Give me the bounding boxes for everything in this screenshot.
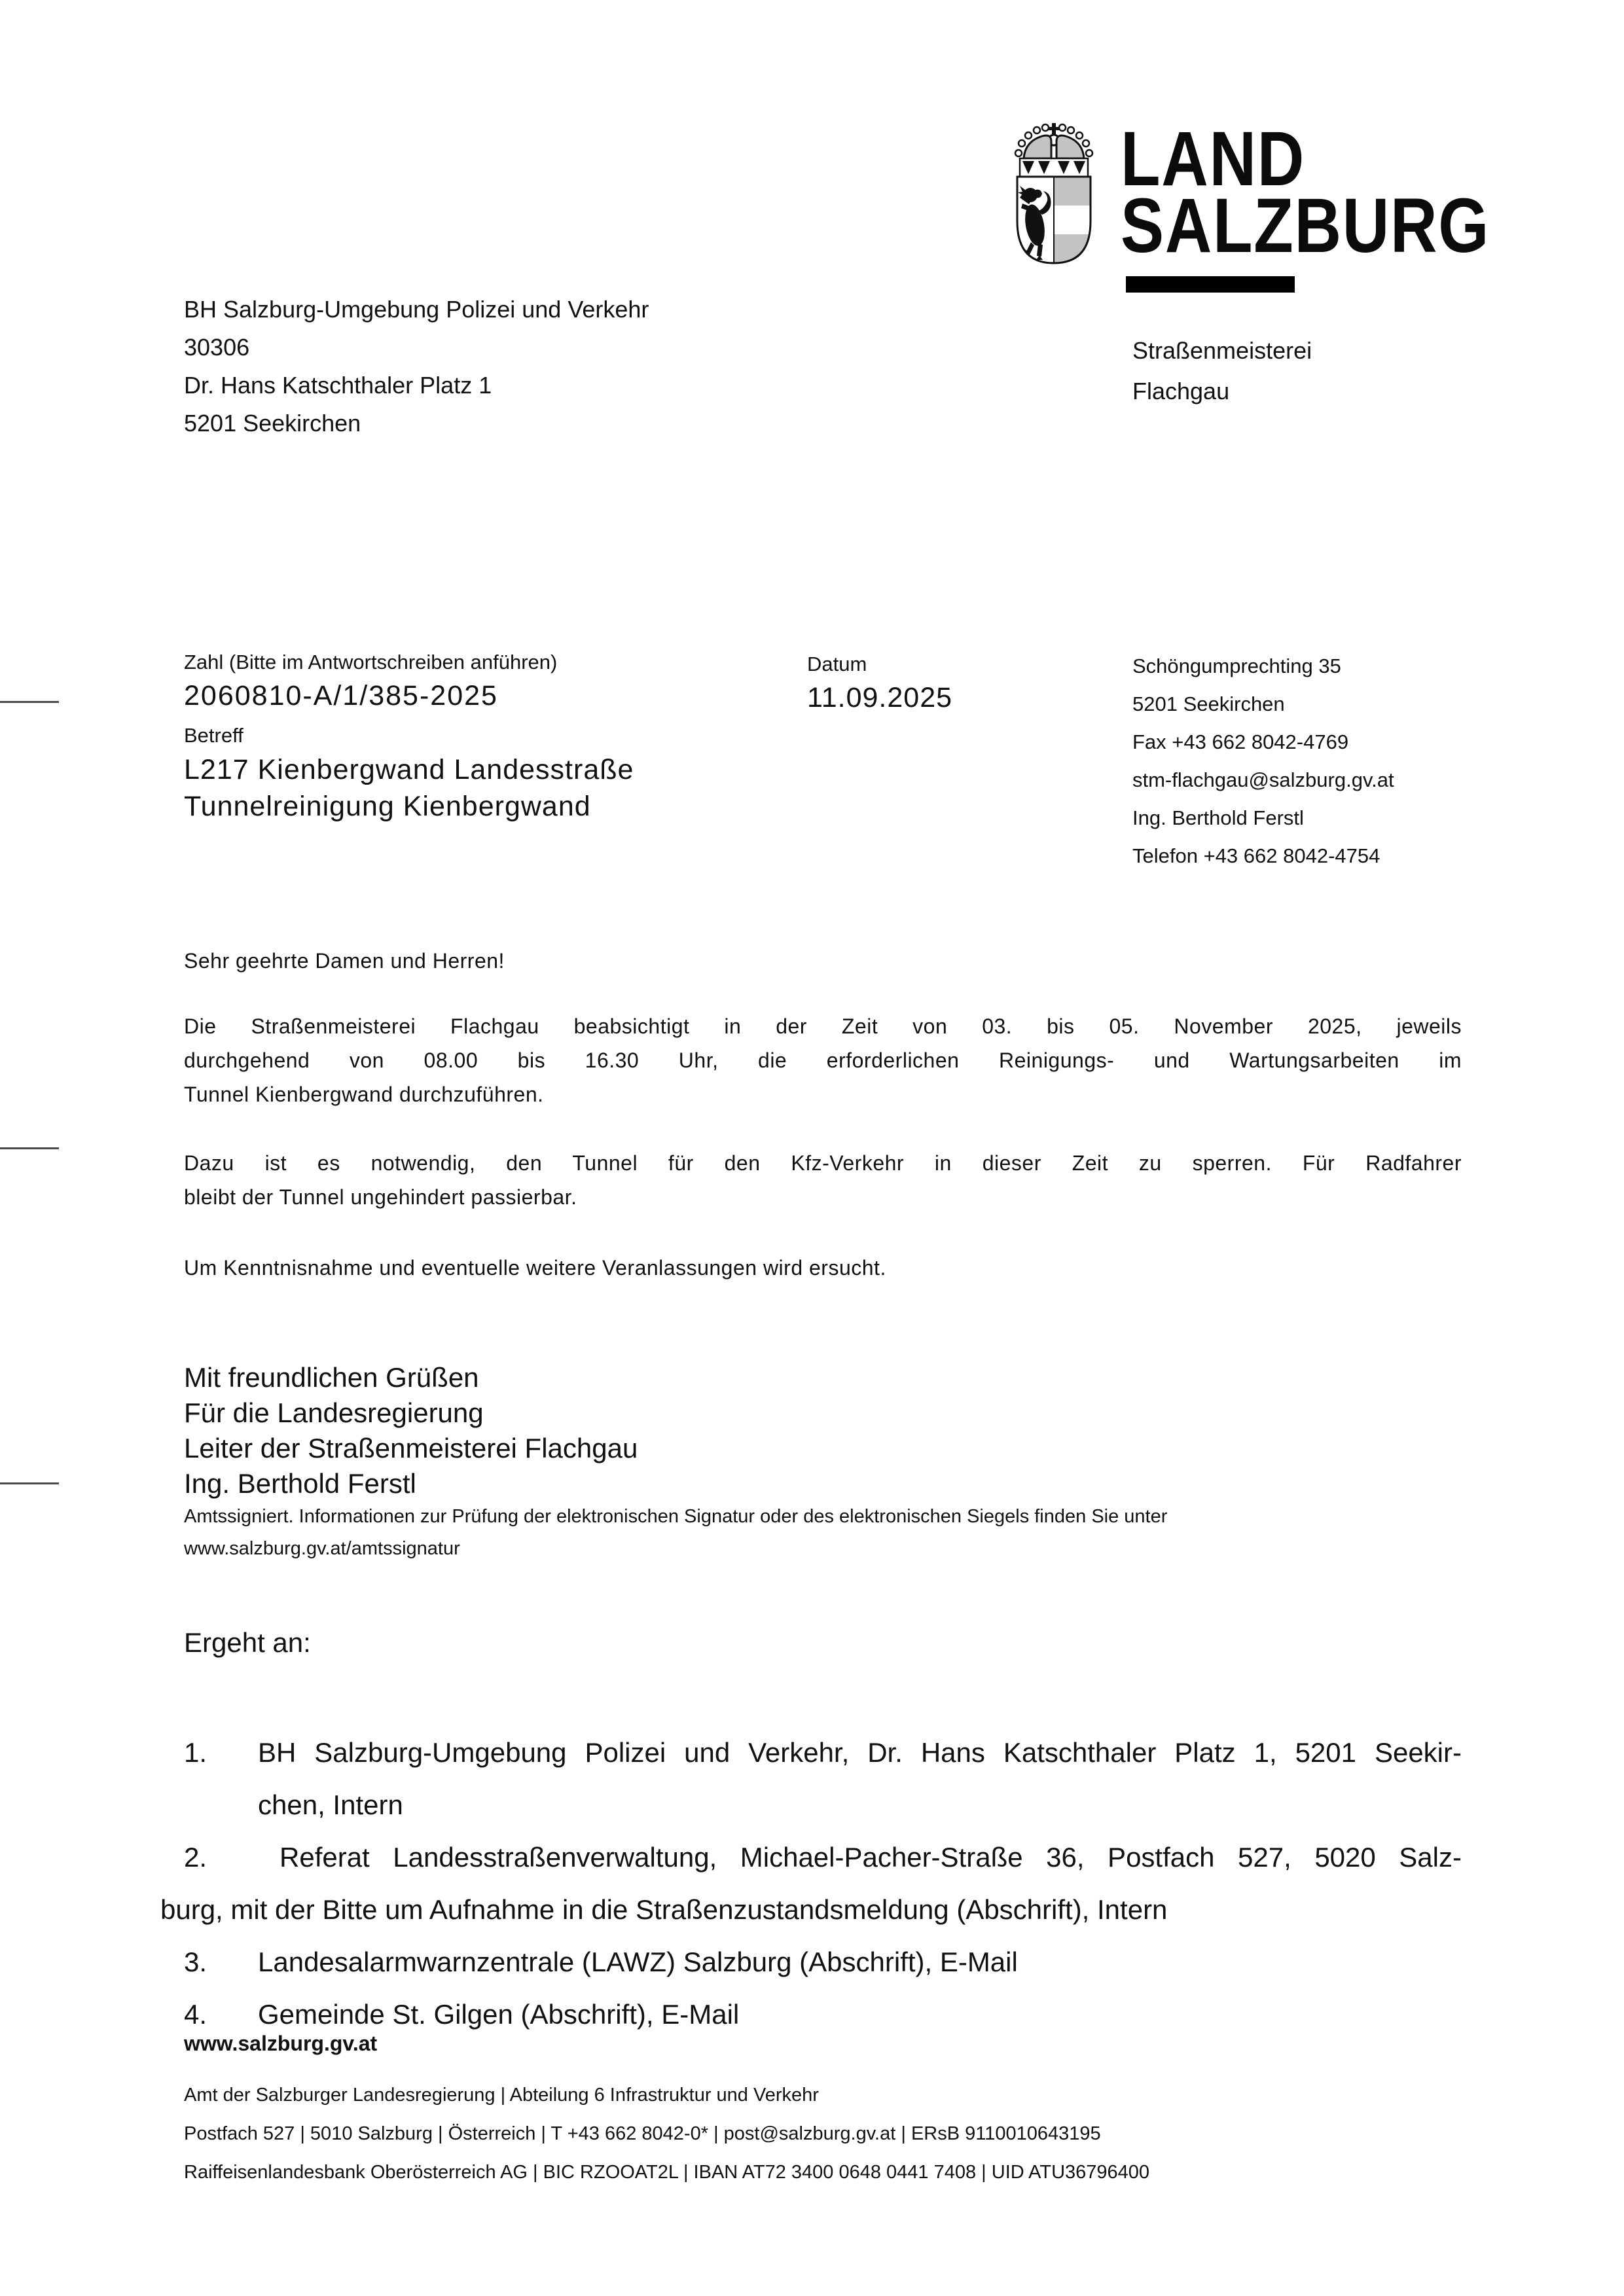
fold-mark-middle — [0, 1147, 59, 1149]
list-item — [184, 1727, 1462, 1779]
amtssignatur-note — [184, 1501, 1487, 1565]
list-item-number: 4. — [184, 1999, 208, 2030]
body-line: Tunnel Kienbergwand durchzuführen. — [184, 1083, 544, 1106]
recipient-address-block — [184, 291, 649, 442]
list-item-number: 3. — [184, 1946, 208, 1977]
body-line: Dazu ist es notwendig, den Tunnel für den Kfz-Verkehr in dieser Zeit zu sperren. Für Radfahrer — [184, 1151, 1462, 1175]
signer-name: Ing. Berthold Ferstl — [184, 1468, 416, 1499]
betreff-line: L217 Kienbergwand Landesstraße — [184, 754, 634, 785]
closing-block — [184, 1360, 638, 1501]
footer-website: www.salzburg.gv.at — [184, 2032, 378, 2055]
recipient-line: BH Salzburg-Umgebung Polizei und Verkehr — [184, 296, 649, 323]
distribution-heading: Ergeht an: — [184, 1627, 311, 1658]
contact-info-block — [1132, 647, 1394, 875]
list-item-text: Landesalarmwarnzentrale (LAWZ) Salzburg (Abschrift), E-Mail — [258, 1946, 1018, 1977]
amtssignatur-note-url: www.salzburg.gv.at/amtssignatur — [184, 1538, 460, 1559]
closing-line: Für die Landesregierung — [184, 1397, 484, 1428]
list-item-number: 1. — [184, 1737, 208, 1768]
list-item-continuation — [184, 1779, 1462, 1831]
contact-person: Ing. Berthold Ferstl — [1132, 806, 1304, 829]
issuing-office-block — [1132, 331, 1312, 412]
contact-city: 5201 Seekirchen — [1132, 692, 1285, 715]
zahl-value: 2060810-A/1/385-2025 — [184, 680, 498, 711]
recipient-line: Dr. Hans Katschthaler Platz 1 — [184, 372, 492, 399]
contact-street: Schöngumprechting 35 — [1132, 655, 1341, 677]
logo-line2: SALZBURG — [1121, 183, 1490, 269]
datum-value: 11.09.2025 — [807, 682, 953, 713]
logo-line1: LAND — [1121, 116, 1306, 202]
contact-fax: Fax +43 662 8042-4769 — [1132, 730, 1349, 753]
list-item-text: chen, Intern — [258, 1789, 403, 1820]
logo-underline-bar — [1126, 276, 1295, 293]
fold-mark-bottom — [0, 1482, 59, 1484]
list-item-continuation — [160, 1884, 1462, 1936]
office-line: Straßenmeisterei — [1132, 337, 1312, 364]
distribution-list — [160, 1727, 1462, 2041]
footer-department-line: Amt der Salzburger Landesregierung | Abteilung 6 Infrastruktur und Verkehr — [184, 2085, 819, 2106]
body-line: bleibt der Tunnel ungehindert passierbar. — [184, 1185, 577, 1209]
logo-wordmark — [1121, 116, 1490, 269]
list-item-text: Gemeinde St. Gilgen (Abschrift), E-Mail — [258, 1999, 740, 2030]
recipient-line: 5201 Seekirchen — [184, 410, 361, 437]
crown — [1015, 123, 1092, 177]
paragraph-2 — [184, 1146, 1462, 1214]
betreff-line: Tunnelreinigung Kienbergwand — [184, 791, 591, 822]
paragraph-1 — [184, 1009, 1462, 1111]
recipient-line: 30306 — [184, 334, 250, 361]
list-item — [184, 1936, 1462, 1988]
contact-email: stm-flachgau@salzburg.gv.at — [1132, 768, 1394, 791]
list-item — [184, 1831, 1462, 1884]
salutation: Sehr geehrte Damen und Herren! — [184, 949, 505, 973]
betreff-value — [184, 751, 634, 825]
betreff-label: Betreff — [184, 724, 244, 747]
salzburg-coat-of-arms-icon — [1013, 122, 1094, 266]
list-item-number: 2. — [184, 1842, 208, 1873]
list-item-text: BH Salzburg-Umgebung Polizei und Verkehr, Dr. Hans Katschthaler Platz 1, 5201 Seekir- — [258, 1737, 1462, 1768]
list-item-text: burg, mit der Bitte um Aufnahme in die Straßenzustandsmeldung (Abschrift), Intern — [160, 1894, 1168, 1925]
paragraph-3 — [184, 1251, 1462, 1285]
footer-contact-line: Postfach 527 | 5010 Salzburg | Österreich | T +43 662 8042-0* | post@salzburg.gv.at | ERsB 9110010643195 — [184, 2123, 1101, 2144]
contact-phone: Telefon +43 662 8042-4754 — [1132, 844, 1380, 867]
footer-block — [184, 2076, 1149, 2192]
closing-line: Mit freundlichen Grüßen — [184, 1362, 479, 1393]
list-item-text: Referat Landesstraßenverwaltung, Michael-Pacher-Straße 36, Postfach 527, 5020 Salz- — [280, 1842, 1462, 1873]
datum-label: Datum — [807, 653, 867, 675]
office-line: Flachgau — [1132, 378, 1230, 404]
body-line: Um Kenntnisnahme und eventuelle weitere Veranlassungen wird ersucht. — [184, 1256, 886, 1280]
body-line: Die Straßenmeisterei Flachgau beabsichtigt in der Zeit von 03. bis 05. November 2025, jeweils — [184, 1014, 1462, 1038]
closing-line: Leiter der Straßenmeisterei Flachgau — [184, 1433, 638, 1463]
zahl-label: Zahl (Bitte im Antwortschreiben anführen) — [184, 651, 558, 673]
body-line: durchgehend von 08.00 bis 16.30 Uhr, die erforderlichen Reinigungs- und Wartungsarbeiten im — [184, 1049, 1462, 1072]
footer-bank-line: Raiffeisenlandesbank Oberösterreich AG | BIC RZOOAT2L | IBAN AT72 3400 0648 0441 7408 | UID ATU36796400 — [184, 2162, 1150, 2183]
amtssignatur-note-line: Amtssigniert. Informationen zur Prüfung der elektronischen Signatur oder des elektronischen Siegels finden Sie unter — [184, 1506, 1168, 1527]
fold-mark-top — [0, 701, 59, 703]
